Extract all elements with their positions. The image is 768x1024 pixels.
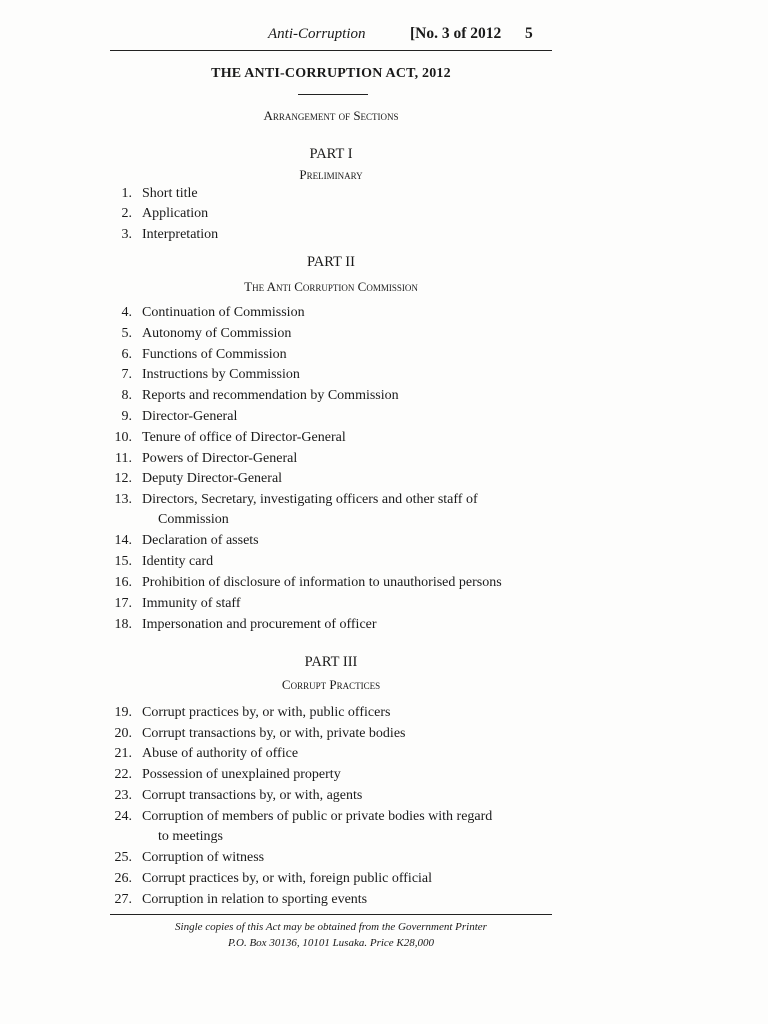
part-heading: Preliminary [299,167,363,182]
list-item [100,575,502,595]
section-number: 7. [121,367,132,382]
section-number: 10. [114,430,132,445]
part-label: PART II [307,254,355,270]
arrangement-heading: Arrangement of Sections [263,108,399,123]
section-number: 4. [121,305,132,320]
section-number: 20. [114,726,132,741]
section-title: Autonomy of Commission [142,326,292,341]
section-title: Prohibition of disclosure of information to unauthorised persons [142,575,502,590]
section-number: 26. [114,871,132,886]
section-title: Corrupt practices by, or with, public officers [142,705,391,720]
section-title-continuation: to meetings [158,829,223,844]
list-item [100,850,264,870]
list-item [100,367,300,387]
act-title: THE ANTI-CORRUPTION ACT, 2012 [211,66,451,81]
list-item [100,492,478,527]
part-heading: Corrupt Practices [281,677,381,692]
section-number: 1. [121,186,132,201]
list-item [100,186,198,206]
list-item [100,430,346,450]
list-item [100,305,305,325]
section-title: Immunity of staff [142,596,241,611]
section-number: 17. [114,596,132,611]
section-number: 6. [121,347,132,362]
section-title: Corruption in relation to sporting events [142,892,368,907]
section-title: Functions of Commission [142,347,287,362]
list-item [100,809,493,844]
list-item [100,206,208,226]
section-title: Corruption of witness [142,850,265,865]
section-number: 15. [114,554,132,569]
section-number: 24. [114,809,132,824]
section-title: Reports and recommendation by Commission [142,388,399,403]
section-title-continuation: Commission [158,512,229,527]
title-underline [298,94,368,95]
section-title: Short title [142,186,198,201]
list-item [100,871,432,891]
section-number: 11. [115,451,132,466]
section-title: Declaration of assets [142,533,259,548]
list-item [100,347,287,367]
section-number: 5. [121,326,132,341]
list-item [100,409,237,429]
section-title: Director-General [142,409,238,424]
section-title: Identity card [142,554,214,569]
list-item [100,788,362,808]
act-number: [No. 3 of 2012 [410,25,502,42]
list-item [100,596,241,616]
section-number: 18. [114,617,132,632]
section-number: 12. [114,471,132,486]
section-number: 9. [121,409,132,424]
footer-rule [110,914,552,915]
section-title: Possession of unexplained property [142,767,341,782]
section-title: Corruption of members of public or private bodies with regard [142,809,493,824]
section-title: Impersonation and procurement of officer [142,617,377,632]
list-item [100,892,367,912]
list-item [100,554,213,574]
section-title: Tenure of office of Director-General [142,430,346,445]
section-title: Directors, Secretary, investigating officers and other staff of [142,492,478,507]
footer-line: Single copies of this Act may be obtained from the Government Printer [175,921,487,933]
header-rule [110,50,552,51]
section-title: Abuse of authority of office [142,746,299,761]
footer-line: P.O. Box 30136, 10101 Lusaka. Price K28,000 [227,937,435,949]
part-heading: The Anti Corruption Commission [244,279,418,294]
page-number: 5 [525,25,533,42]
section-title: Corrupt transactions by, or with, agents [142,788,363,803]
section-number: 3. [121,227,132,242]
list-item [100,471,282,491]
list-item [100,726,405,746]
list-item [100,746,298,766]
section-title: Corrupt practices by, or with, foreign public official [142,871,433,886]
list-item [100,705,390,725]
list-item [100,617,377,637]
section-number: 22. [114,767,132,782]
section-number: 14. [114,533,132,548]
section-number: 27. [114,892,132,907]
list-item [100,388,399,408]
section-number: 21. [114,746,132,761]
list-item [100,767,341,787]
section-number: 19. [114,705,132,720]
section-title: Powers of Director-General [142,451,298,466]
list-item [100,533,259,553]
section-title: Corrupt transactions by, or with, private bodies [142,726,406,741]
section-title: Continuation of Commission [142,305,305,320]
section-title: Deputy Director-General [142,471,283,486]
list-item [100,227,218,247]
running-title: Anti-Corruption [268,26,366,42]
part-label: PART I [309,146,353,162]
section-number: 13. [114,492,132,507]
section-number: 23. [114,788,132,803]
page-header [110,24,552,46]
part-label: PART III [304,654,358,670]
section-number: 16. [114,575,132,590]
section-title: Instructions by Commission [142,367,300,382]
list-item [100,326,291,346]
section-title: Interpretation [142,227,219,242]
section-number: 25. [114,850,132,865]
section-number: 8. [121,388,132,403]
list-item [100,451,297,471]
section-title: Application [142,206,209,221]
section-number: 2. [121,206,132,221]
